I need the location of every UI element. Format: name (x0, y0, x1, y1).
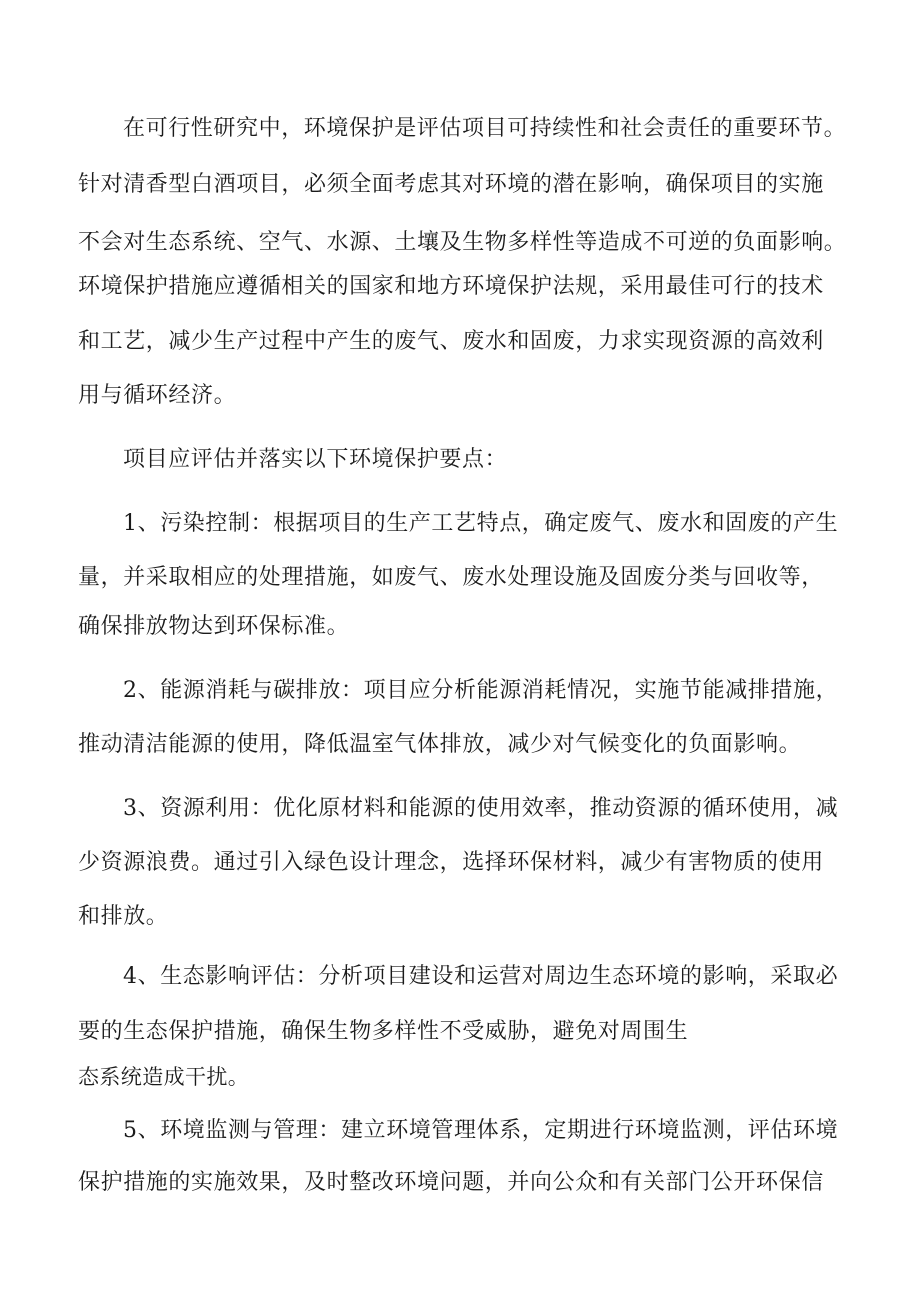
item-1-line-1: 1、污染控制：根据项目的生产工艺特点，确定废气、废水和固废的产生 (123, 511, 839, 536)
item-2-line-1: 2、能源消耗与碳排放：项目应分析能源消耗情况，实施节能减排措施， (123, 678, 839, 703)
paragraph-1-line-6: 用与循环经济。 (78, 383, 237, 408)
item-4-line-2: 要的生态保护措施，确保生物多样性不受威胁，避免对周围生 (78, 1019, 689, 1044)
item-2-line-2: 推动清洁能源的使用，降低温室气体排放，减少对气候变化的负面影响。 (78, 732, 802, 757)
paragraph-2-line-1: 项目应评估并落实以下环境保护要点： (123, 447, 508, 472)
item-5-line-1: 5、环境监测与管理：建立环境管理体系，定期进行环境监测，评估环境 (123, 1118, 839, 1143)
item-4-line-1: 4、生态影响评估：分析项目建设和运营对周边生态环境的影响，采取必 (123, 964, 839, 989)
paragraph-1-line-4: 环境保护措施应遵循相关的国家和地方环境保护法规，采用最佳可行的技术 (78, 274, 824, 299)
item-4-line-3: 态系统造成干扰。 (78, 1065, 250, 1089)
item-1-line-3: 确保排放物达到环保标准。 (78, 614, 350, 639)
item-1-line-2: 量，并采取相应的处理措施，如废气、废水处理设施及固废分类与回收等， (78, 565, 824, 590)
item-3-line-2: 少资源浪费。通过引入绿色设计理念，选择环保材料，减少有害物质的使用 (78, 850, 824, 875)
item-3-line-3: 和排放。 (78, 904, 169, 929)
paragraph-1-line-5: 和工艺，减少生产过程中产生的废气、废水和固废，力求实现资源的高效利 (78, 329, 824, 354)
item-3-line-1: 3、资源利用：优化原材料和能源的使用效率，推动资源的循环使用，减 (123, 796, 839, 821)
paragraph-1-line-1: 在可行性研究中，环境保护是评估项目可持续性和社会责任的重要环节。 (123, 116, 847, 141)
item-5-line-2: 保护措施的实施效果，及时整改环境问题，并向公众和有关部门公开环保信 (78, 1170, 824, 1195)
paragraph-1-line-3: 不会对生态系统、空气、水源、土壤及生物多样性等造成不可逆的负面影响。 (78, 230, 847, 255)
paragraph-1-line-2: 针对清香型白酒项目，必须全面考虑其对环境的潜在影响，确保项目的实施 (78, 172, 824, 197)
